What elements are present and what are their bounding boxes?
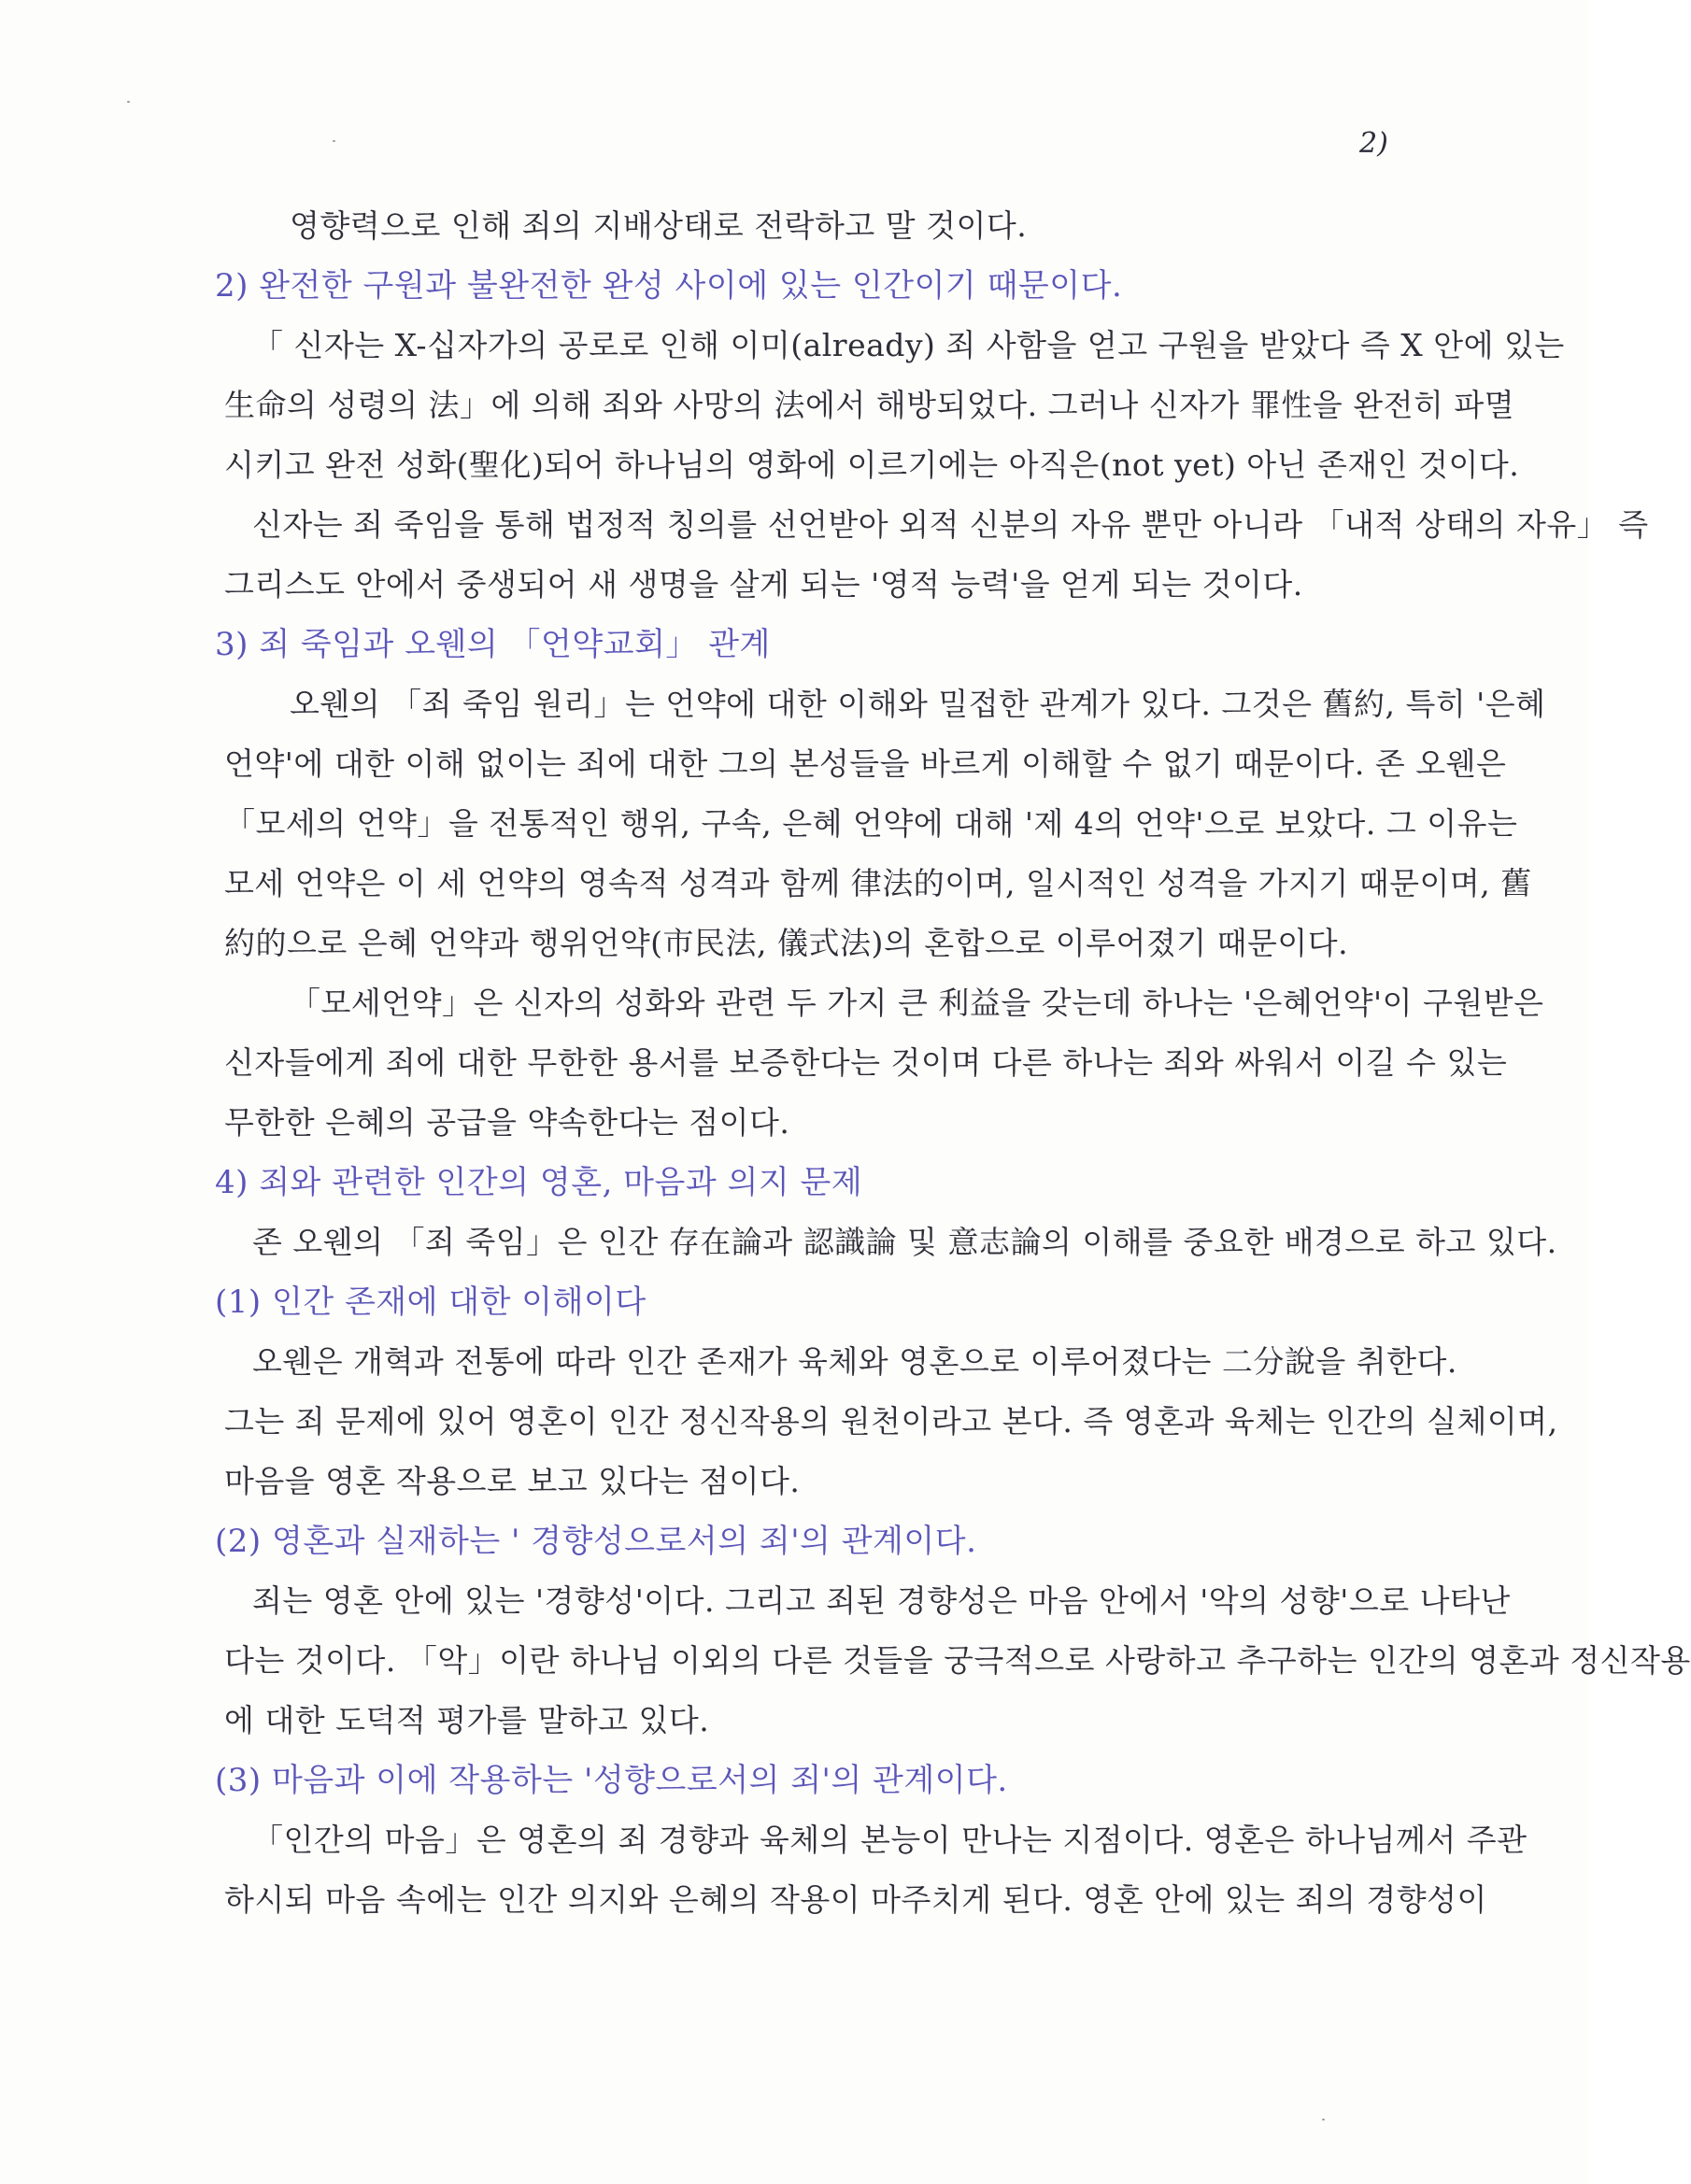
body-line: 모세 언약은 이 세 언약의 영속적 성격과 함께 律法的이며, 일시적인 성격을 가지기 때문이며, 舊 bbox=[224, 865, 1532, 901]
scan-speck bbox=[127, 101, 130, 103]
body-line: 존 오웬의 「죄 죽임」은 인간 存在論과 認識論 및 意志論의 이해를 중요한 배경으로 하고 있다. bbox=[252, 1224, 1557, 1260]
body-line: 에 대한 도덕적 평가를 말하고 있다. bbox=[224, 1702, 710, 1738]
body-line: 하시되 마음 속에는 인간 의지와 은혜의 작용이 마주치게 된다. 영혼 안에 있는 죄의 경향성이 bbox=[224, 1881, 1487, 1918]
body-line: 언약'에 대한 이해 없이는 죄에 대한 그의 본성들을 바르게 이해할 수 없기 때문이다. 존 오웬은 bbox=[224, 745, 1507, 782]
section-heading-4: 4) 죄와 관련한 인간의 영혼, 마음과 의지 문제 bbox=[215, 1164, 863, 1201]
body-line: 신자들에게 죄에 대한 무한한 용서를 보증한다는 것이며 다른 하나는 죄와 싸워서 이길 수 있는 bbox=[224, 1044, 1508, 1081]
body-line: 「 신자는 X-십자가의 공로로 인해 이미(already) 죄 사함을 얻고 구원을 받았다 즉 X 안에 있는 bbox=[252, 327, 1565, 363]
body-line: 오웬의 「죄 죽임 원리」는 언약에 대한 이해와 밀접한 관계가 있다. 그것은 舊約, 특히 '은혜 bbox=[290, 686, 1546, 722]
subsection-heading-3: (3) 마음과 이에 작용하는 '성향으로서의 죄'의 관계이다. bbox=[215, 1762, 1008, 1799]
body-line: 「모세의 언약」을 전통적인 행위, 구속, 은혜 언약에 대해 '제 4의 언약'으로 보았다. 그 이유는 bbox=[224, 805, 1518, 842]
subsection-heading-1: (1) 인간 존재에 대한 이해이다 bbox=[215, 1283, 647, 1321]
body-line: 무한한 은혜의 공급을 약속한다는 점이다. bbox=[224, 1104, 790, 1141]
body-line: 「인간의 마음」은 영혼의 죄 경향과 육체의 본능이 만나는 지점이다. 영혼은 하나님께서 주관 bbox=[252, 1822, 1528, 1858]
section-heading-2: 2) 완전한 구원과 불완전한 완성 사이에 있는 인간이기 때문이다. bbox=[215, 267, 1123, 305]
page-body bbox=[215, 196, 1691, 1930]
body-line: 그는 죄 문제에 있어 영혼이 인간 정신작용의 원천이라고 본다. 즉 영혼과 육체는 인간의 실체이며, bbox=[224, 1403, 1558, 1439]
body-line: 「모세언약」은 신자의 성화와 관련 두 가지 큰 利益을 갖는데 하나는 '은혜언약'이 구원받은 bbox=[290, 985, 1544, 1021]
body-line: 生命의 성령의 法」에 의해 죄와 사망의 法에서 해방되었다. 그러나 신자가 罪性을 완전히 파멸 bbox=[224, 387, 1515, 423]
page-number: 2) bbox=[1359, 127, 1388, 160]
body-line: 그리스도 안에서 중생되어 새 생명을 살게 되는 '영적 능력'을 얻게 되는 것이다. bbox=[224, 566, 1303, 603]
body-line: 오웬은 개혁과 전통에 따라 인간 존재가 육체와 영혼으로 이루어졌다는 二分說을 취한다. bbox=[252, 1343, 1457, 1380]
body-line: 다는 것이다. 「악」이란 하나님 이외의 다른 것들을 궁극적으로 사랑하고 추구하는 인간의 영혼과 정신작용 bbox=[224, 1642, 1691, 1679]
body-line: 시키고 완전 성화(聖化)되어 하나님의 영화에 이르기에는 아직은(not yet) 아닌 존재인 것이다. bbox=[224, 447, 1520, 483]
body-line: 約的으로 은혜 언약과 행위언약(市民法, 儀式法)의 혼합으로 이루어졌기 때문이다. bbox=[224, 925, 1349, 961]
subsection-heading-2: (2) 영혼과 실재하는 ' 경향성으로서의 죄'의 관계이다. bbox=[215, 1523, 977, 1560]
body-line: 죄는 영혼 안에 있는 '경향성'이다. 그리고 죄된 경향성은 마음 안에서 '악의 성향'으로 나타난 bbox=[252, 1582, 1511, 1619]
scan-speck bbox=[333, 140, 335, 142]
body-line: 신자는 죄 죽임을 통해 법정적 칭의를 선언받아 외적 신분의 자유 뿐만 아니라 「내적 상태의 자유」 즉 bbox=[252, 506, 1649, 543]
section-heading-3: 3) 죄 죽임과 오웬의 「언약교회」 관계 bbox=[215, 626, 771, 663]
body-line: 영향력으로 인해 죄의 지배상태로 전락하고 말 것이다. bbox=[290, 207, 1028, 244]
scan-speck bbox=[1322, 2119, 1325, 2120]
body-line: 마음을 영혼 작용으로 보고 있다는 점이다. bbox=[224, 1463, 801, 1499]
